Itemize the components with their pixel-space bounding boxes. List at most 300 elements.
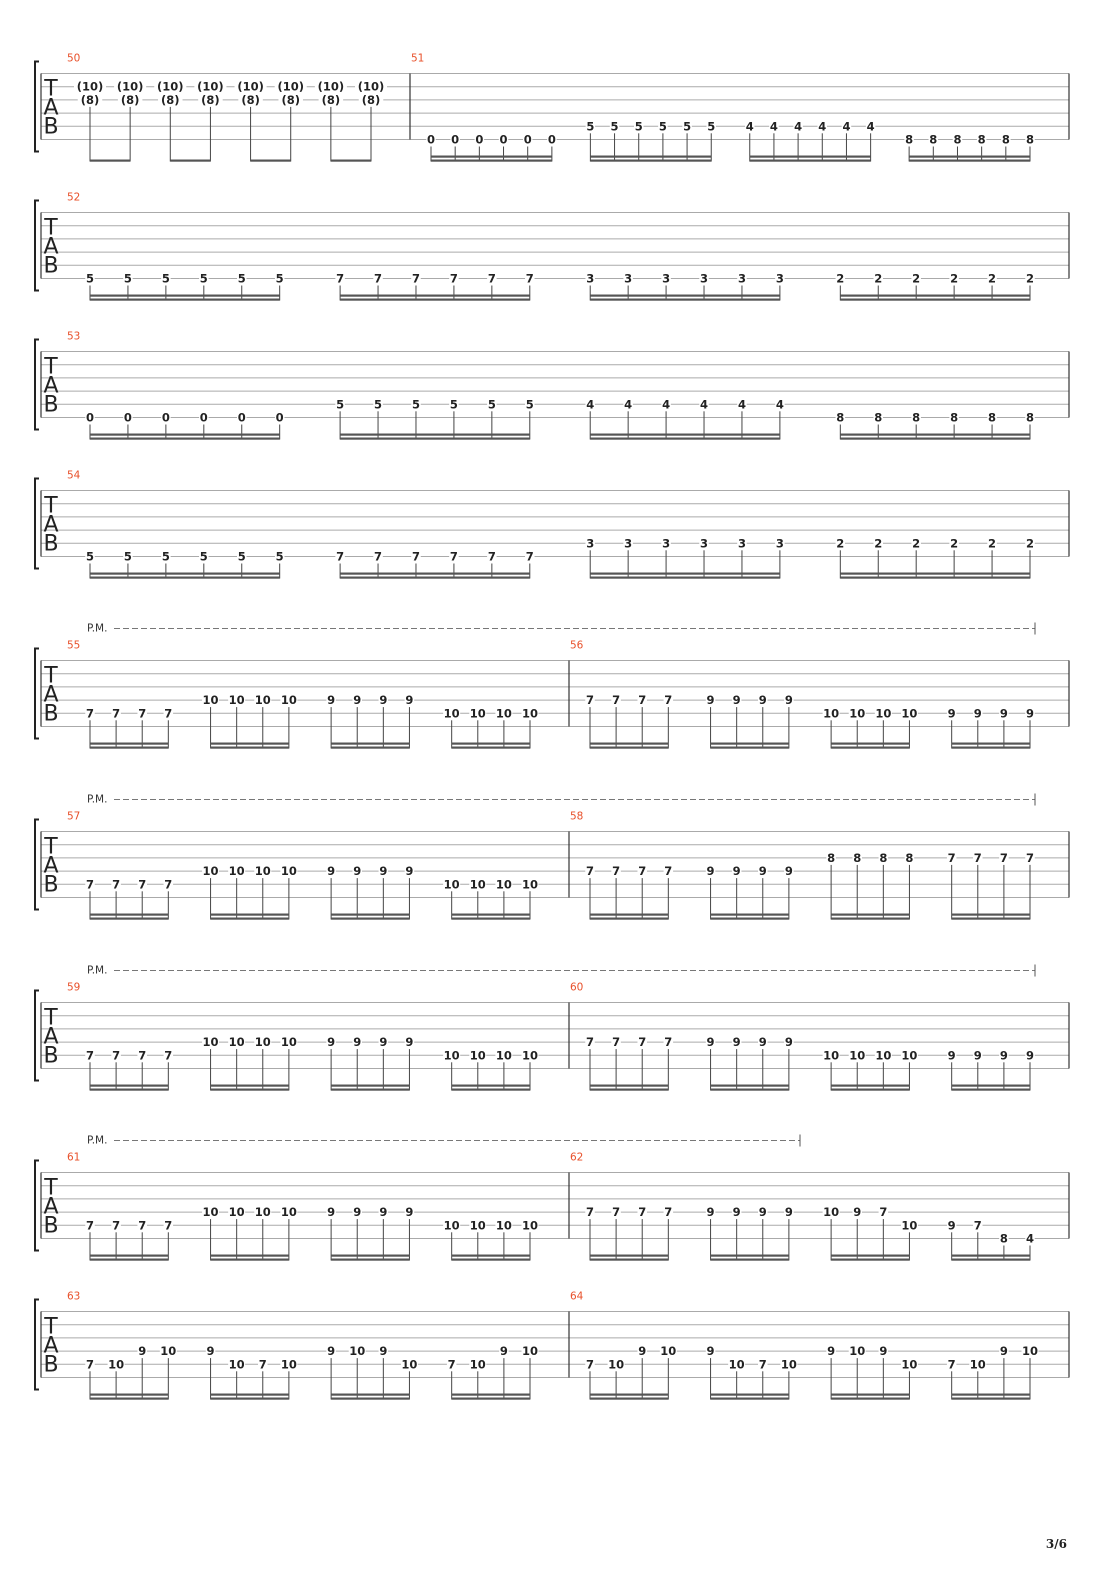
beam (831, 747, 909, 749)
fret-number: 7 (85, 1357, 95, 1372)
fret-number: 9 (638, 1344, 647, 1359)
tab-clef-letter: A (43, 853, 59, 879)
measure-51 (411, 53, 1035, 162)
fret-number: 4 (794, 119, 803, 134)
fret-number: 9 (732, 1035, 741, 1050)
fret-number: 5 (449, 397, 458, 412)
fret-number: 7 (638, 693, 647, 708)
fret-number: 2 (950, 271, 959, 286)
beam (590, 156, 711, 158)
fret-number: 10 (254, 1205, 271, 1220)
fret-number: 10 (780, 1357, 797, 1372)
fret-number: 10 (160, 1344, 177, 1359)
fret-number: 9 (379, 864, 388, 879)
fret-number: 9 (379, 693, 388, 708)
fret-number: (10) (277, 79, 304, 94)
fret-number: 9 (353, 1035, 362, 1050)
fret-number: 7 (164, 706, 173, 721)
fret-number: 9 (784, 1205, 793, 1220)
fret-number: 10 (823, 1205, 840, 1220)
beam (952, 747, 1030, 749)
fret-number: 0 (475, 132, 484, 147)
beam (590, 914, 668, 916)
fret-number: 7 (449, 549, 458, 564)
measure-number: 54 (67, 469, 81, 482)
fret-number: 10 (280, 864, 297, 879)
beam (340, 577, 530, 579)
beam (831, 918, 909, 920)
fret-number: 8 (905, 132, 914, 147)
fret-number: 8 (953, 132, 962, 147)
tab-clef-letter: A (43, 95, 59, 121)
fret-number: 3 (737, 271, 746, 286)
fret-number: 9 (732, 693, 741, 708)
fret-number: 10 (495, 1218, 512, 1233)
beam (331, 1398, 409, 1400)
fret-number: 7 (447, 1357, 456, 1372)
fret-number: 9 (379, 1344, 388, 1359)
tab-clef-letter: T (44, 1005, 58, 1031)
beam (331, 914, 409, 916)
beam (331, 747, 409, 749)
fret-number: 9 (327, 1205, 336, 1220)
measure-number: 50 (67, 52, 81, 65)
tab-clef-letter: T (44, 493, 58, 519)
palm-mute-label: P.M. (87, 793, 108, 806)
fret-number: 4 (1025, 1231, 1035, 1246)
fret-number: 9 (1025, 1048, 1035, 1063)
fret-number: 10 (901, 706, 918, 721)
tab-clef-letter: T (44, 1314, 58, 1340)
beam (211, 918, 289, 920)
fret-number: 5 (275, 271, 284, 286)
tab-system-7 (35, 965, 1069, 1091)
fret-number: 9 (206, 1344, 215, 1359)
measure-number: 60 (570, 981, 584, 994)
beam (909, 156, 1030, 158)
fret-number: 5 (374, 397, 383, 412)
beam (452, 1085, 530, 1087)
beam (90, 577, 280, 579)
fret-number: 9 (327, 1035, 336, 1050)
fret-number: 3 (624, 271, 633, 286)
fret-number: 8 (879, 850, 888, 865)
measure-number: 62 (570, 1151, 584, 1164)
fret-number: 9 (784, 1035, 793, 1050)
fret-number: 9 (758, 1205, 767, 1220)
measure-number: 61 (67, 1151, 81, 1164)
beam (331, 160, 371, 162)
beam (90, 1398, 168, 1400)
fret-number: 5 (707, 119, 716, 134)
beam (340, 295, 530, 297)
beam (331, 1085, 409, 1087)
fret-number: 10 (254, 864, 271, 879)
fret-number: 8 (836, 410, 845, 425)
tab-system-8 (35, 1135, 1069, 1261)
beam (952, 918, 1030, 920)
fret-number: 10 (401, 1357, 418, 1372)
beam (340, 573, 530, 575)
beam (711, 1398, 789, 1400)
fret-number: 0 (426, 132, 436, 147)
fret-number: 9 (947, 1218, 956, 1233)
fret-number: 2 (836, 271, 845, 286)
fret-number: 10 (202, 693, 219, 708)
fret-number: 7 (612, 1205, 621, 1220)
beam (431, 156, 552, 158)
tab-system-2 (35, 192, 1069, 301)
fret-number: 7 (947, 1357, 956, 1372)
fret-number: 0 (275, 410, 284, 425)
tab-clef-letter: T (44, 1175, 58, 1201)
measure-number: 52 (67, 191, 81, 204)
tab-system-1 (35, 53, 1069, 162)
fret-number: 7 (585, 1035, 595, 1050)
fret-number: 7 (487, 271, 496, 286)
tab-system-6 (35, 794, 1069, 920)
beam (590, 1259, 668, 1261)
fret-number: 3 (624, 536, 633, 551)
fret-number: 10 (521, 1344, 539, 1359)
beam (452, 1255, 530, 1257)
beam (590, 747, 668, 749)
fret-number: (10) (357, 79, 385, 94)
fret-number: 10 (443, 1048, 460, 1063)
fret-number: 7 (664, 1205, 673, 1220)
tab-clef-letter: A (43, 234, 59, 260)
beam (452, 1259, 530, 1261)
fret-number: 10 (280, 693, 297, 708)
fret-number: 5 (525, 397, 534, 412)
fret-number: 4 (866, 119, 875, 134)
fret-number: 5 (586, 119, 595, 134)
fret-number: 7 (85, 877, 95, 892)
fret-number: 4 (737, 397, 746, 412)
fret-number: 10 (901, 1357, 918, 1372)
tab-clef-letter: A (43, 373, 59, 399)
tab-system-5 (35, 623, 1069, 749)
beam (590, 577, 780, 579)
fret-number: 8 (827, 850, 836, 865)
fret-number: 10 (875, 706, 892, 721)
fret-number: 7 (138, 1218, 147, 1233)
fret-number: 7 (525, 549, 534, 564)
tab-clef-letter: T (44, 76, 58, 102)
fret-number: (10) (197, 79, 224, 94)
measure-number: 55 (67, 639, 81, 652)
fret-number: (10) (157, 79, 184, 94)
fret-number: 7 (879, 1205, 888, 1220)
fret-number: 0 (199, 410, 208, 425)
fret-number: 5 (85, 271, 95, 286)
palm-mute-label: P.M. (87, 964, 108, 977)
beam (90, 1255, 168, 1257)
system-bracket (35, 479, 39, 569)
tab-clef-letter: A (43, 512, 59, 538)
fret-number: 8 (853, 850, 862, 865)
beam (840, 299, 1030, 301)
fret-number: 10 (228, 693, 245, 708)
beam (750, 156, 871, 158)
fret-number: 8 (905, 850, 914, 865)
measure-number: 59 (67, 981, 81, 994)
beam (840, 577, 1030, 579)
fret-number: 9 (947, 706, 956, 721)
fret-number: 2 (874, 271, 883, 286)
fret-number: (10) (116, 79, 144, 94)
fret-number: 7 (85, 1218, 95, 1233)
fret-number: 7 (612, 1035, 621, 1050)
fret-number: 10 (202, 1205, 219, 1220)
fret-number: 2 (950, 536, 959, 551)
fret-number: (8) (80, 92, 100, 107)
beam (452, 918, 530, 920)
beam (831, 1085, 909, 1087)
fret-number: 4 (662, 397, 671, 412)
measure-56 (570, 640, 1035, 749)
measure-62 (570, 1152, 1035, 1261)
system-bracket (35, 820, 39, 910)
beam (452, 1089, 530, 1091)
fret-number: 10 (469, 706, 486, 721)
fret-number: 10 (349, 1344, 366, 1359)
beam (831, 1255, 909, 1257)
measure-55 (67, 640, 539, 749)
fret-number: 7 (999, 850, 1008, 865)
beam (90, 160, 130, 162)
fret-number: 5 (634, 119, 643, 134)
fret-number: 10 (495, 1048, 512, 1063)
fret-number: 2 (1025, 536, 1035, 551)
beam (90, 914, 168, 916)
fret-number: 4 (842, 119, 851, 134)
beam (340, 434, 530, 436)
fret-number: 5 (610, 119, 619, 134)
fret-number: 10 (521, 706, 539, 721)
fret-number: 4 (745, 119, 754, 134)
measure-54 (67, 470, 1035, 579)
fret-number: 9 (706, 1344, 715, 1359)
fret-number: 10 (108, 1357, 125, 1372)
beam (331, 1259, 409, 1261)
measure-58 (570, 811, 1035, 920)
fret-number: 10 (202, 1035, 219, 1050)
beam (590, 1089, 668, 1091)
fret-number: 10 (849, 1048, 866, 1063)
page-number: 3/6 (1045, 1537, 1067, 1551)
fret-number: 10 (228, 1357, 245, 1372)
tab-clef-letter: B (43, 531, 59, 557)
fret-number: 10 (228, 1035, 245, 1050)
fret-number: 7 (336, 271, 345, 286)
fret-number: 10 (228, 1205, 245, 1220)
beam (590, 1394, 668, 1396)
fret-number: 7 (585, 693, 595, 708)
fret-number: 9 (706, 1205, 715, 1220)
beam (590, 299, 780, 301)
fret-number: 10 (1021, 1344, 1039, 1359)
fret-number: 3 (700, 536, 709, 551)
measure-number: 58 (570, 810, 584, 823)
system-bracket (35, 1161, 39, 1251)
fret-number: 9 (758, 693, 767, 708)
fret-number: 9 (353, 1205, 362, 1220)
fret-number: 10 (521, 877, 539, 892)
tab-clef-letter: B (43, 253, 59, 279)
fret-number: 7 (112, 1048, 121, 1063)
measure-53 (67, 331, 1035, 440)
fret-number: 2 (836, 536, 845, 551)
tab-clef-letter: T (44, 354, 58, 380)
beam (90, 1259, 168, 1261)
beam (952, 914, 1030, 916)
beam (211, 1255, 289, 1257)
fret-number: 0 (237, 410, 246, 425)
fret-number: 5 (161, 549, 170, 564)
beam (452, 914, 530, 916)
fret-number: 3 (586, 271, 595, 286)
beam (831, 1259, 909, 1261)
fret-number: 9 (732, 864, 741, 879)
beam (90, 1089, 168, 1091)
beam (90, 295, 280, 297)
beam (90, 434, 280, 436)
fret-number: 5 (336, 397, 345, 412)
fret-number: 8 (977, 132, 986, 147)
beam (831, 1398, 909, 1400)
fret-number: 9 (784, 864, 793, 879)
beam (711, 1089, 789, 1091)
fret-number: 9 (879, 1344, 888, 1359)
fret-number: 10 (443, 1218, 460, 1233)
fret-number: 8 (1025, 410, 1035, 425)
beam (90, 1085, 168, 1087)
fret-number: 9 (379, 1035, 388, 1050)
tab-clef-letter: B (43, 1043, 59, 1069)
beam (590, 1255, 668, 1257)
beam (711, 1255, 789, 1257)
beam (211, 1398, 289, 1400)
fret-number: 7 (664, 1035, 673, 1050)
fret-number: 5 (658, 119, 667, 134)
fret-number: 4 (775, 397, 784, 412)
beam (90, 747, 168, 749)
beam (590, 743, 668, 745)
beam (840, 573, 1030, 575)
beam (590, 434, 780, 436)
fret-number: 7 (374, 549, 383, 564)
beam (452, 743, 530, 745)
fret-number: 3 (775, 536, 784, 551)
fret-number: 7 (585, 1357, 595, 1372)
fret-number: 7 (164, 877, 173, 892)
fret-number: 10 (495, 706, 512, 721)
tab-clef-letter: T (44, 834, 58, 860)
system-bracket (35, 201, 39, 291)
measure-number: 63 (67, 1290, 81, 1303)
fret-number: 0 (547, 132, 556, 147)
fret-number: 5 (123, 549, 132, 564)
fret-number: 2 (912, 271, 921, 286)
fret-number: 9 (706, 864, 715, 879)
fret-number: 0 (499, 132, 508, 147)
beam (90, 1394, 168, 1396)
fret-number: 9 (758, 864, 767, 879)
fret-number: (8) (361, 92, 381, 107)
beam (452, 1394, 530, 1396)
fret-number: 4 (586, 397, 595, 412)
measure-number: 51 (411, 52, 425, 65)
fret-number: 5 (85, 549, 95, 564)
fret-number: 7 (164, 1048, 173, 1063)
fret-number: 10 (254, 1035, 271, 1050)
beam (711, 918, 789, 920)
fret-number: 7 (664, 864, 673, 879)
fret-number: (10) (317, 79, 345, 94)
tab-clef-letter: T (44, 663, 58, 689)
fret-number: 10 (469, 1357, 486, 1372)
beam (211, 914, 289, 916)
system-bracket (35, 340, 39, 430)
beam (840, 295, 1030, 297)
fret-number: (8) (321, 92, 341, 107)
system-bracket (35, 1300, 39, 1390)
fret-number: 10 (254, 693, 271, 708)
fret-number: 9 (353, 864, 362, 879)
fret-number: 7 (638, 1035, 647, 1050)
fret-number: 9 (499, 1344, 508, 1359)
fret-number: 10 (608, 1357, 625, 1372)
fret-number: (8) (120, 92, 140, 107)
beam (340, 299, 530, 301)
fret-number: 7 (138, 877, 147, 892)
fret-number: 0 (85, 410, 95, 425)
fret-number: 3 (586, 536, 595, 551)
fret-number: 9 (827, 1344, 836, 1359)
fret-number: 9 (405, 864, 414, 879)
fret-number: 7 (138, 706, 147, 721)
fret-number: 7 (411, 549, 420, 564)
fret-number: 10 (823, 706, 840, 721)
beam (831, 1394, 909, 1396)
fret-number: 7 (758, 1357, 767, 1372)
beam (340, 438, 530, 440)
fret-number: 7 (525, 271, 534, 286)
fret-number: 10 (469, 1218, 486, 1233)
fret-number: 8 (988, 410, 997, 425)
fret-number: 3 (662, 536, 671, 551)
fret-number: 9 (405, 693, 414, 708)
fret-number: 10 (280, 1205, 297, 1220)
beam (251, 160, 291, 162)
beam (90, 299, 280, 301)
measure-63 (67, 1291, 539, 1400)
fret-number: 3 (700, 271, 709, 286)
fret-number: 7 (112, 706, 121, 721)
tab-system-9 (35, 1291, 1069, 1400)
fret-number: (8) (241, 92, 260, 107)
fret-number: 8 (999, 1231, 1008, 1246)
fret-number: 5 (199, 271, 208, 286)
fret-number: 10 (202, 864, 219, 879)
beam (590, 1398, 668, 1400)
beam (952, 1398, 1030, 1400)
beam (331, 743, 409, 745)
fret-number: 7 (1025, 850, 1035, 865)
fret-number: 5 (123, 271, 132, 286)
fret-number: 10 (969, 1357, 986, 1372)
